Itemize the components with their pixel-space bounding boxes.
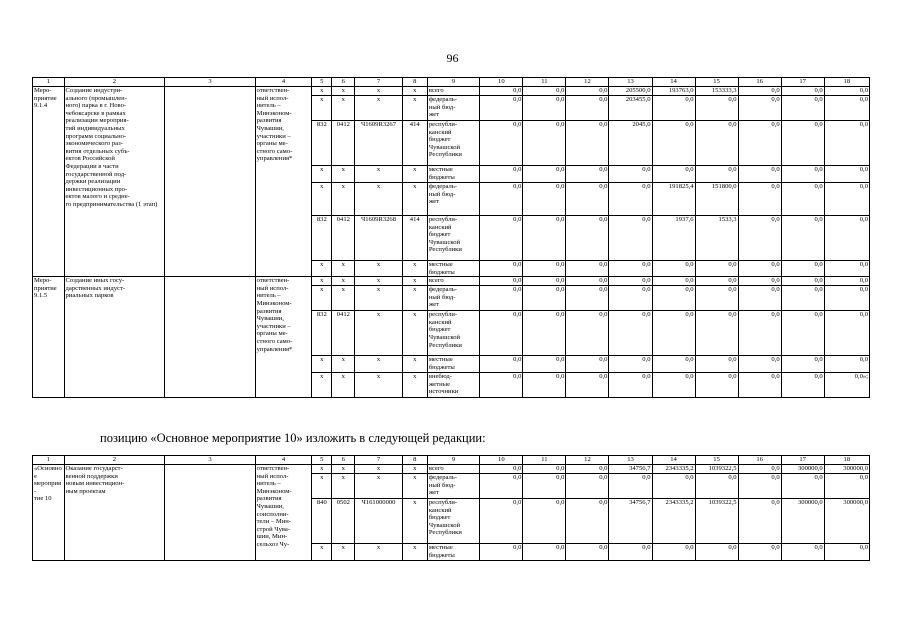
amount-cell: 0,0	[566, 356, 609, 373]
column-number: 9	[427, 78, 480, 87]
amount-cell: 0,0	[566, 544, 609, 561]
amount-cell: 0,0	[609, 277, 652, 286]
budget-code-cell: x	[312, 277, 332, 286]
amount-cell: 2343335,2	[652, 465, 695, 474]
budget-code-cell: x	[402, 544, 427, 561]
funding-source: республи- канский бюджет Чувашской Республики	[427, 121, 480, 166]
column-number: 12	[566, 78, 609, 87]
amount-cell: 0,0	[609, 474, 652, 499]
amount-cell: 0,0	[609, 216, 652, 261]
executor: ответствен- ный испол- нитель – Минэконом- развития Чувашии, участники – органы ме- стного само- управления*	[255, 277, 312, 398]
amount-cell: 0,0	[738, 474, 781, 499]
amount-cell: 34756,7	[609, 465, 652, 474]
blank-cell	[165, 465, 255, 561]
amount-cell: 0,0	[738, 183, 781, 216]
amount-cell: 0,0	[781, 474, 824, 499]
amount-cell: 300000,0	[824, 499, 869, 544]
amount-cell: 0,0	[695, 356, 738, 373]
funding-source: федераль- ный бюд- жет	[427, 286, 480, 311]
amount-cell: 0,0	[566, 311, 609, 356]
budget-code-cell: x	[332, 286, 355, 311]
amount-cell: 0,0	[695, 474, 738, 499]
amount-cell: 0,0	[781, 544, 824, 561]
amount-cell: 0,0	[652, 121, 695, 166]
budget-code-cell: x	[402, 474, 427, 499]
amount-cell: 0,0	[824, 183, 869, 216]
amount-cell: 0,0	[781, 311, 824, 356]
table-row	[33, 277, 870, 286]
budget-code-cell: x	[332, 87, 355, 96]
amount-cell: 0,0	[738, 87, 781, 96]
amount-cell: 2045,0	[609, 121, 652, 166]
amount-cell: 0,0	[609, 311, 652, 356]
budget-code-cell: x	[402, 277, 427, 286]
budget-code-cell: x	[402, 261, 427, 277]
funding-source: федераль- ный бюд- жет	[427, 474, 480, 499]
amount-cell: 0,0	[824, 277, 869, 286]
budget-code-cell: 832	[312, 216, 332, 261]
amount-cell: 0,0	[781, 356, 824, 373]
amount-cell: 0,0	[781, 373, 824, 398]
budget-code-cell: x	[312, 286, 332, 311]
amount-cell: 0,0	[566, 87, 609, 96]
column-number: 11	[523, 78, 566, 87]
budget-code-cell: x	[355, 373, 402, 398]
amount-cell: 0,0	[566, 261, 609, 277]
budget-code-cell: x	[355, 286, 402, 311]
amount-cell: 0,0	[609, 286, 652, 311]
column-number: 17	[781, 456, 824, 465]
amount-cell: 0,0	[824, 474, 869, 499]
amount-cell: 0,0	[781, 286, 824, 311]
amount-cell: 205500,0	[609, 87, 652, 96]
budget-code-cell: x	[312, 544, 332, 561]
amount-cell: 0,0	[695, 311, 738, 356]
budget-code-cell: x	[312, 166, 332, 183]
amount-cell: 0,0	[523, 311, 566, 356]
funding-source: всего	[427, 87, 480, 96]
amount-cell: 191825,4	[652, 183, 695, 216]
amount-cell: 0,0	[738, 261, 781, 277]
amount-cell: 1533,3	[695, 216, 738, 261]
amount-cell: 0,0	[566, 96, 609, 121]
budget-code-cell: x	[355, 465, 402, 474]
budget-code-cell: x	[332, 544, 355, 561]
measure-name: Создание иных госу- дарственных индуст- риальных парков	[64, 277, 165, 398]
column-number: 11	[523, 456, 566, 465]
amount-cell: 0,0	[566, 474, 609, 499]
amount-cell: 0,0	[738, 286, 781, 311]
amount-cell: 0,0	[523, 277, 566, 286]
amount-cell: 0,0	[566, 499, 609, 544]
budget-code-cell: x	[332, 356, 355, 373]
budget-code-cell: x	[355, 277, 402, 286]
column-number: 3	[165, 78, 255, 87]
budget-code-cell: x	[402, 373, 427, 398]
budget-table-bottom	[32, 455, 870, 561]
budget-code-cell: x	[355, 261, 402, 277]
executor: ответствен- ный испол- нитель – Минэконом- развития Чувашии, соисполни- тели – Мин- строй Чува- шии, Мин- сельхоз Чу-	[255, 465, 312, 561]
column-number: 7	[355, 78, 402, 87]
budget-code-cell: x	[312, 373, 332, 398]
column-number: 2	[64, 78, 165, 87]
amount-cell: 0,0	[523, 356, 566, 373]
measure-name: Создание индустри- ального (промышлен- ного) парка в г. Ново- чебоксарске в рамках реализации мероприя- тий индивидуальных программ социально- экономического раз- вития отдельных субъ- ектов Российской Федерации в части государственной под- держки реализации инвестиционных про- ектов малого и средне- го предпринимательства (1 этап)	[64, 87, 165, 277]
budget-code-cell: x	[332, 183, 355, 216]
budget-code-cell: x	[312, 474, 332, 499]
amount-cell: 300000,0	[824, 465, 869, 474]
amount-cell: 0,0	[480, 465, 523, 474]
budget-code-cell: x	[355, 474, 402, 499]
funding-source: республи- канский бюджет Чувашской Республики	[427, 216, 480, 261]
amount-cell: 0,0	[652, 474, 695, 499]
budget-code-cell: x	[332, 474, 355, 499]
amount-cell: 0,0	[480, 216, 523, 261]
amount-cell: 0,0	[652, 544, 695, 561]
amount-cell: 0,0	[824, 311, 869, 356]
amount-cell: 0,0	[480, 183, 523, 216]
amount-cell: 0,0	[824, 121, 869, 166]
column-number: 13	[609, 456, 652, 465]
amount-cell: 0,0	[824, 544, 869, 561]
column-number: 18	[824, 78, 869, 87]
amount-cell: 0,0	[609, 373, 652, 398]
budget-code-cell: x	[332, 166, 355, 183]
budget-code-cell: x	[312, 465, 332, 474]
budget-code-cell: x	[402, 286, 427, 311]
column-number: 13	[609, 78, 652, 87]
budget-code-cell: x	[402, 87, 427, 96]
amount-cell: 0,0	[695, 373, 738, 398]
column-number: 3	[165, 456, 255, 465]
table-row	[33, 87, 870, 96]
budget-code-cell: x	[355, 544, 402, 561]
amount-cell: 0,0	[609, 544, 652, 561]
amount-cell: 0,0	[652, 356, 695, 373]
amount-cell: 0,0	[523, 373, 566, 398]
budget-code-cell: x	[355, 183, 402, 216]
amount-cell: 0,0	[566, 166, 609, 183]
funding-source: местные бюджеты	[427, 166, 480, 183]
amount-cell: 0,0	[824, 216, 869, 261]
budget-code-cell: x	[402, 183, 427, 216]
funding-source: внебюд- жетные источники	[427, 373, 480, 398]
amount-cell: 0,0	[695, 277, 738, 286]
amount-cell: 0,0	[480, 96, 523, 121]
funding-source: местные бюджеты	[427, 261, 480, 277]
funding-source: республи- канский бюджет Чувашской Республики	[427, 499, 480, 544]
column-number: 17	[781, 78, 824, 87]
amount-cell: 0,0	[652, 286, 695, 311]
budget-code-cell: x	[332, 373, 355, 398]
amount-cell: 0,0	[824, 286, 869, 311]
budget-code-cell: x	[312, 183, 332, 216]
amount-cell: 0,0	[523, 216, 566, 261]
amount-cell: 0,0	[695, 121, 738, 166]
amount-cell: 0,0	[523, 286, 566, 311]
amount-cell: 0,0	[652, 311, 695, 356]
amount-cell: 0,0	[652, 261, 695, 277]
amount-cell: 34756,7	[609, 499, 652, 544]
amount-cell: 0,0	[781, 277, 824, 286]
amount-cell: 0,0	[781, 166, 824, 183]
budget-code-cell: x	[332, 465, 355, 474]
column-number: 1	[33, 456, 65, 465]
amount-cell: 0,0	[609, 183, 652, 216]
funding-source: местные бюджеты	[427, 356, 480, 373]
amount-cell: 0,0	[824, 166, 869, 183]
executor: ответствен- ный испол- нитель – Минэконом- развития Чувашии, участники – органы ме- стного само- управления*	[255, 87, 312, 277]
amount-cell: 0,0	[480, 261, 523, 277]
amount-cell: 1039322,5	[695, 465, 738, 474]
budget-code-cell: 832	[312, 121, 332, 166]
amount-cell: 0,0	[480, 499, 523, 544]
amount-cell: 0,0	[566, 121, 609, 166]
amount-cell: 0,0	[738, 356, 781, 373]
table-row	[33, 465, 870, 474]
amount-cell: 0,0	[480, 474, 523, 499]
column-number: 8	[402, 78, 427, 87]
budget-code-cell: Ч161000000	[355, 499, 402, 544]
funding-source: всего	[427, 277, 480, 286]
amount-cell: 0,0	[566, 277, 609, 286]
column-number: 16	[738, 456, 781, 465]
budget-code-cell: 832	[312, 311, 332, 356]
amount-cell: 0,0	[609, 356, 652, 373]
amount-cell: 0,0	[781, 216, 824, 261]
budget-code-cell: x	[402, 166, 427, 183]
amount-cell: 300000,0	[781, 499, 824, 544]
amount-cell: 0,0	[480, 277, 523, 286]
amount-cell: 0,0	[824, 356, 869, 373]
budget-code-cell: 0412	[332, 121, 355, 166]
budget-code-cell: x	[332, 261, 355, 277]
funding-source: федераль- ный бюд- жет	[427, 183, 480, 216]
column-number: 5	[312, 456, 332, 465]
amount-cell: 0,0	[609, 261, 652, 277]
column-number: 18	[824, 456, 869, 465]
budget-code-cell: 414	[402, 121, 427, 166]
amount-cell: 0,0	[480, 544, 523, 561]
budget-code-cell: x	[402, 356, 427, 373]
amount-cell: 0,0	[566, 373, 609, 398]
amount-cell: 0,0	[480, 311, 523, 356]
column-number: 15	[695, 78, 738, 87]
budget-code-cell: x	[402, 96, 427, 121]
amount-cell: 0,0	[523, 166, 566, 183]
column-number: 8	[402, 456, 427, 465]
budget-code-cell: 414	[402, 216, 427, 261]
budget-code-cell: x	[312, 96, 332, 121]
funding-source: республи- канский бюджет Чувашской Республики	[427, 311, 480, 356]
column-number: 6	[332, 456, 355, 465]
amount-cell: 0,0	[480, 121, 523, 166]
amount-cell: 0,0	[566, 183, 609, 216]
amount-cell: 0,0	[652, 96, 695, 121]
amount-cell: 203455,0	[609, 96, 652, 121]
column-number: 7	[355, 456, 402, 465]
budget-code-cell: x	[402, 311, 427, 356]
amount-cell: 0,0	[738, 121, 781, 166]
amount-cell: 0,0	[781, 183, 824, 216]
amendment-instruction: позицию «Основное мероприятие 10» изложить в следующей редакции:	[100, 431, 486, 445]
amount-cell: 0,0	[480, 356, 523, 373]
budget-code-cell: x	[312, 87, 332, 96]
amount-cell: 0,0	[523, 121, 566, 166]
amount-cell: 0,0	[824, 261, 869, 277]
budget-code-cell: x	[355, 96, 402, 121]
measure-code: «Основное мероприя- тие 10	[33, 465, 65, 561]
amount-cell: 153333,3	[695, 87, 738, 96]
budget-table-top	[32, 77, 870, 398]
amount-cell: 0,0	[738, 465, 781, 474]
amount-cell: 1937,6	[652, 216, 695, 261]
column-number-row	[33, 456, 870, 465]
budget-code-cell: x	[355, 166, 402, 183]
amount-cell: 0,0	[824, 87, 869, 96]
column-number: 4	[255, 78, 312, 87]
budget-code-cell: Ч1609R3268	[355, 216, 402, 261]
amount-cell: 193763,0	[652, 87, 695, 96]
column-number: 1	[33, 78, 65, 87]
amount-cell: 0,0	[738, 277, 781, 286]
amount-cell: 0,0	[738, 96, 781, 121]
column-number: 4	[255, 456, 312, 465]
column-number: 6	[332, 78, 355, 87]
funding-source: федераль- ный бюд- жет	[427, 96, 480, 121]
amount-cell: 0,0	[480, 286, 523, 311]
budget-code-cell: x	[332, 277, 355, 286]
budget-code-cell: 0412	[332, 311, 355, 356]
amount-cell: 0,0	[566, 286, 609, 311]
budget-code-cell: Ч1609R3267	[355, 121, 402, 166]
amount-cell: 0,0	[738, 373, 781, 398]
amount-cell: 0,0	[652, 373, 695, 398]
column-number-row	[33, 78, 870, 87]
column-number: 10	[480, 78, 523, 87]
column-number: 14	[652, 78, 695, 87]
budget-code-cell: x	[332, 96, 355, 121]
budget-code-cell: x	[312, 356, 332, 373]
amount-cell: 300000,0	[781, 465, 824, 474]
budget-code-cell: x	[355, 311, 402, 356]
measure-name: Оказание государст- венной поддержки новым инвестицион- ным проектам	[64, 465, 165, 561]
column-number: 9	[427, 456, 480, 465]
amount-cell: 0,0	[781, 121, 824, 166]
amount-cell: 0,0	[738, 499, 781, 544]
amount-cell: 0,0	[695, 96, 738, 121]
budget-code-cell: x	[402, 499, 427, 544]
amount-cell: 0,0	[652, 277, 695, 286]
amount-cell: 0,0	[738, 544, 781, 561]
column-number: 16	[738, 78, 781, 87]
amount-cell: 0,0	[781, 87, 824, 96]
column-number: 5	[312, 78, 332, 87]
measure-code: Меро- приятие 9.1.5	[33, 277, 65, 398]
budget-code-cell: 0502	[332, 499, 355, 544]
amount-cell: 0,0	[695, 261, 738, 277]
blank-cell	[165, 87, 255, 277]
amount-cell: 151800,0	[695, 183, 738, 216]
amount-cell: 0,0	[738, 311, 781, 356]
column-number: 10	[480, 456, 523, 465]
budget-code-cell: x	[312, 261, 332, 277]
amount-cell: 0,0	[523, 183, 566, 216]
funding-source: всего	[427, 465, 480, 474]
measure-code: Меро- приятие 9.1.4	[33, 87, 65, 277]
amount-cell: 0,0	[523, 544, 566, 561]
amount-cell: 0,0	[824, 96, 869, 121]
amount-cell: 0,0	[480, 166, 523, 183]
amount-cell: 0,0	[566, 216, 609, 261]
amount-cell: 0,0	[480, 373, 523, 398]
amount-cell: 0,0	[695, 286, 738, 311]
column-number: 14	[652, 456, 695, 465]
amount-cell: 0,0	[781, 261, 824, 277]
amount-cell: 0,0	[523, 499, 566, 544]
amount-cell: 2343335,2	[652, 499, 695, 544]
funding-source: местные бюджеты	[427, 544, 480, 561]
amount-cell: 0,0	[695, 544, 738, 561]
amount-cell: 0,0	[523, 96, 566, 121]
amount-cell: 0,0	[781, 96, 824, 121]
column-number: 2	[64, 456, 165, 465]
amount-cell: 1039322,5	[695, 499, 738, 544]
blank-cell	[165, 277, 255, 398]
amount-cell: 0,0	[566, 465, 609, 474]
budget-code-cell: 840	[312, 499, 332, 544]
amount-cell: 0,0	[738, 216, 781, 261]
amount-cell: 0,0	[523, 261, 566, 277]
amount-cell: 0,0	[652, 166, 695, 183]
amount-cell: 0,0	[738, 166, 781, 183]
column-number: 15	[695, 456, 738, 465]
amount-cell: 0,0	[480, 87, 523, 96]
amount-cell: 0,0	[523, 465, 566, 474]
budget-code-cell: x	[355, 87, 402, 96]
budget-code-cell: x	[402, 465, 427, 474]
amount-cell: 0,0	[609, 166, 652, 183]
column-number: 12	[566, 456, 609, 465]
budget-code-cell: 0412	[332, 216, 355, 261]
amount-cell: 0,0	[523, 87, 566, 96]
budget-code-cell: x	[355, 356, 402, 373]
page-number: 96	[446, 51, 459, 65]
amount-cell: 0,0	[695, 166, 738, 183]
amount-cell: 0,0»;	[824, 373, 869, 398]
amount-cell: 0,0	[523, 474, 566, 499]
